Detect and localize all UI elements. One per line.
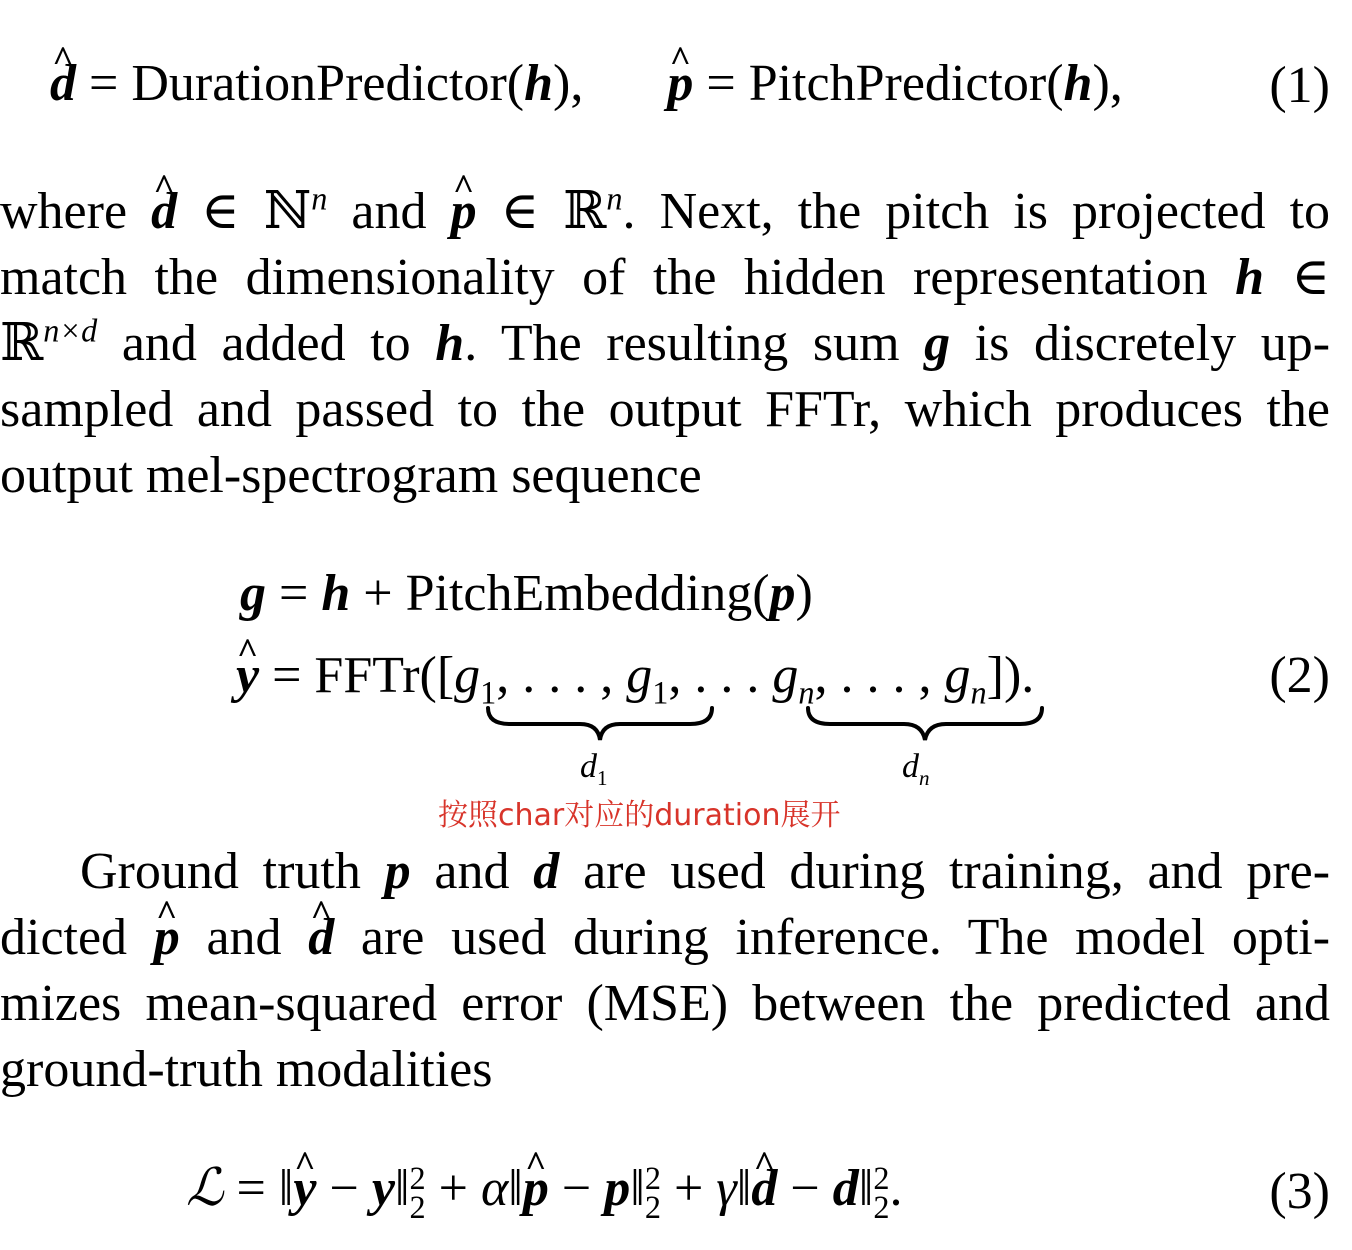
eq2-fftr: FFTr xyxy=(314,647,420,704)
para2-line2-c: are used during inference. The model opti- xyxy=(360,909,1331,966)
para2-line2-b: and xyxy=(206,909,282,966)
equation-2-line-1: g = h + PitchEmbedding(p) xyxy=(240,565,813,622)
paragraph-1-line-2: match the dimensionality of the hidden representation h ∈ xyxy=(0,249,1330,306)
para1-line3-mid: and added to xyxy=(121,315,411,372)
brace-label-dn: $d_n$ xyxy=(902,748,930,790)
red-annotation: 按照char对应的duration展开 xyxy=(438,798,841,833)
paragraph-1-line-5: output mel-spectrogram sequence xyxy=(0,447,702,504)
para2-line1-c: are used during training, and pre- xyxy=(583,843,1331,900)
equation-1: ^ d = DurationPredictor(h), ^ p = PitchPredictor(h), xyxy=(50,58,1123,110)
para2-line1-a: Ground truth xyxy=(80,843,361,900)
paragraph-2-line-3: mizes mean-squared error (MSE) between the predicted and xyxy=(0,975,1330,1032)
equation-3-number: (3) xyxy=(1269,1163,1330,1220)
underbrace-dn xyxy=(800,704,1050,744)
para2-line2-a: dicted xyxy=(0,909,128,966)
paragraph-1-line-3: ℝ$^{n\times d}$ and added to h. The resulting sum g is discretely up- xyxy=(0,312,1331,372)
eq1-pitch-predictor: PitchPredictor xyxy=(748,55,1047,112)
para1-line1-text: Next, the pitch is projected to xyxy=(659,183,1331,240)
equation-3: ℒ = ‖^ y − y‖ 2 2 + α‖^ p − p‖ 2 2 + γ‖^ d − d‖ 2 2 . xyxy=(186,1162,902,1222)
para1-line3-end: The resulting sum xyxy=(500,315,900,372)
paragraph-1-line-1: where ^ d ∈ ℕ$^n$ and ^ p ∈ ℝ$^n$. Next, the pitch is projected to xyxy=(0,186,1330,238)
paragraph-1-line-4: sampled and passed to the output FFTr, which produces the xyxy=(0,381,1330,438)
equation-2-line-2: ^ $y = FFTr([g_1$, . . . , $g_1$, . . . $g_n$, . . . , $g_n$]). xyxy=(236,650,1034,702)
paragraph-2-line-4: ground-truth modalities xyxy=(0,1041,493,1098)
brace-label-d1: $d_1$ xyxy=(580,748,608,790)
para2-line1-b: and xyxy=(434,843,510,900)
equation-1-number: (1) xyxy=(1269,57,1330,114)
paragraph-2-line-1: Ground truth p and d are used during training, and pre- xyxy=(80,843,1331,900)
eq2-pitch-embedding: PitchEmbedding xyxy=(405,565,753,622)
eq1-duration-predictor: DurationPredictor xyxy=(131,55,507,112)
para1-line3-tail: is discretely up- xyxy=(974,315,1331,372)
para1-line2-text: match the dimensionality of the hidden representation xyxy=(0,249,1208,306)
paragraph-2-line-2: dicted ^ p and ^ d are used during inference. The model opti- xyxy=(0,912,1330,964)
underbrace-d1 xyxy=(480,704,720,744)
equation-2-number: (2) xyxy=(1269,647,1330,704)
